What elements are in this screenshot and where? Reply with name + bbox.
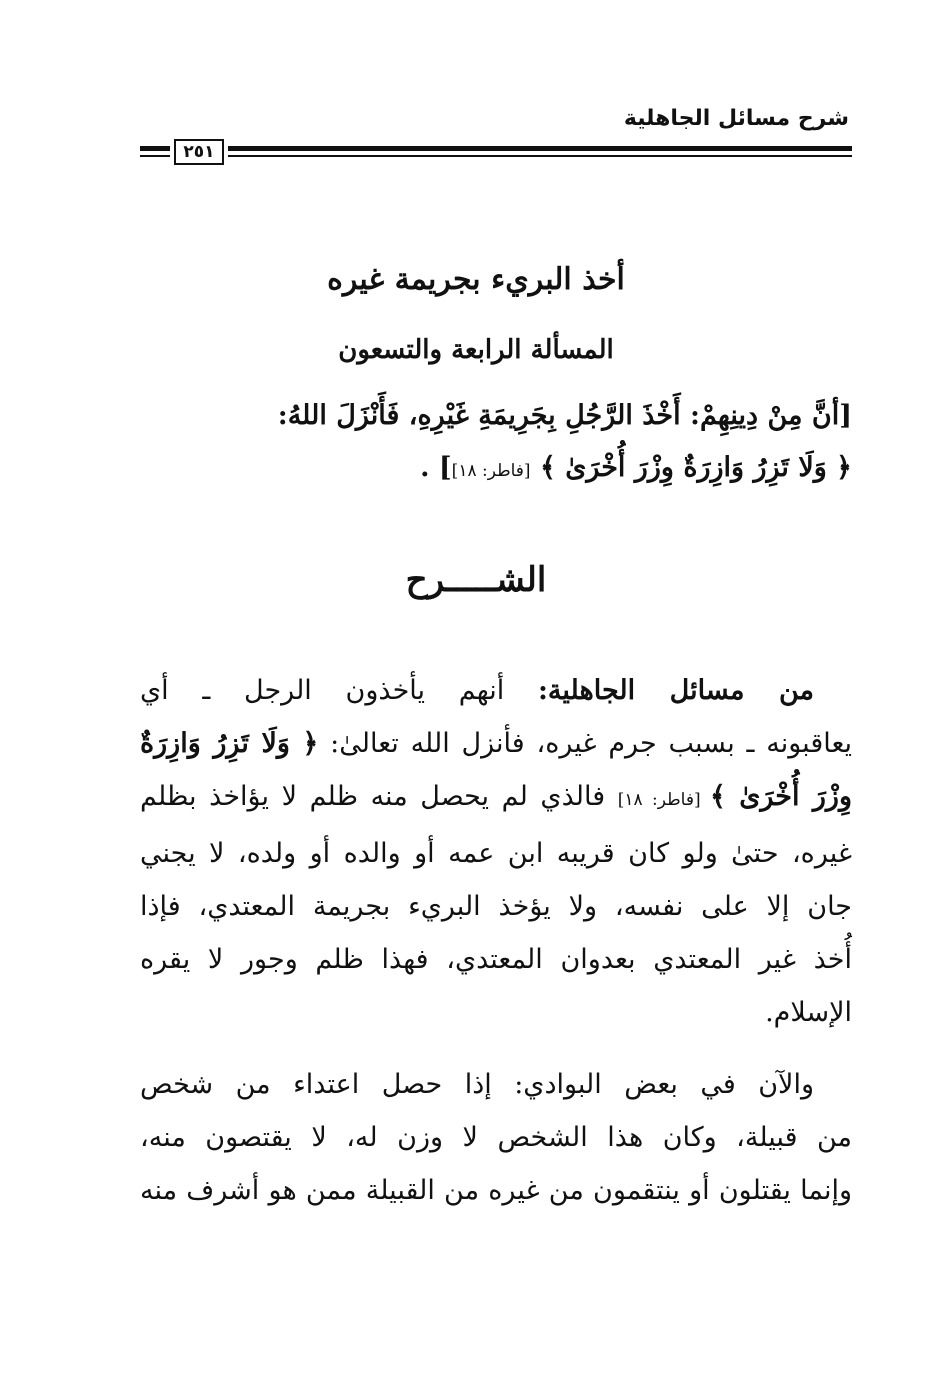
paragraph-1-line-7: الإسلام. xyxy=(765,997,852,1028)
sharh-heading: الشـــــرح xyxy=(405,560,547,600)
paragraph-2-line-1: والآن في بعض البوادي: إذا حصل اعتداء من شخص xyxy=(140,1069,814,1100)
paragraph-1-line-2 xyxy=(140,717,852,770)
paragraph-1-line-1-rest: أنهم يأخذون الرجل ـ أي xyxy=(140,675,538,706)
paragraph-1-line-3 xyxy=(140,770,852,827)
paragraph-1-line-3-rest: فالذي لم يحصل منه ظلم لا يؤاخذ بظلم xyxy=(140,781,618,812)
verse-reference-inline: [فاطر: ١٨] xyxy=(617,790,711,810)
lead-phrase: من مسائل الجاهلية: xyxy=(537,675,815,706)
paragraph-1-line-4: غيره، حتىٰ ولو كان قريبه ابن عمه أو والده أو ولده، لا يجني xyxy=(140,838,852,869)
matn-text xyxy=(140,390,852,497)
matn-line-2 xyxy=(140,442,852,497)
quran-verse-inline-end: وِزْرَ أُخْرَىٰ ﴾ xyxy=(710,781,852,812)
quran-verse-inline: ﴿ وَلَا تَزِرُ وَازِرَةٌ xyxy=(140,728,319,759)
header-rule-thin xyxy=(228,155,852,157)
header-stub-thin xyxy=(140,155,170,157)
verse-reference: [فاطر: ١٨] xyxy=(451,461,531,481)
paragraph-1 xyxy=(140,664,852,1039)
header-stub-thick xyxy=(140,146,170,151)
matn-closing: ] . xyxy=(420,452,452,483)
paragraph-2-line-3: وإنما يقتلون أو ينتقمون من غيره من القبيلة ممن هو أشرف منه xyxy=(140,1175,852,1206)
quran-verse: ﴿ وَلَا تَزِرُ وَازِرَةٌ وِزْرَ أُخْرَىٰ ﴾ xyxy=(539,452,852,483)
section-title: أخذ البريء بجريمة غيره xyxy=(327,262,625,297)
paragraph-1-line-5: جان إلا على نفسه، ولا يؤخذ البريء بجريمة المعتدي، فإذا xyxy=(140,891,852,922)
paragraph-1-line-2-text: يعاقبونه ـ بسبب جرم غيره، فأنزل الله تعالىٰ: xyxy=(318,728,852,759)
paragraph-2-line-2: من قبيلة، وكان هذا الشخص لا وزن له، لا يقتصون منه، xyxy=(140,1122,852,1153)
running-title: شرح مسائل الجاهلية xyxy=(623,106,849,131)
paragraph-1-line-6: أُخذ غير المعتدي بعدوان المعتدي، فهذا ظلم وجور لا يقره xyxy=(140,944,852,975)
header-rule-thick xyxy=(228,146,852,151)
page-number: ٢٥١ xyxy=(174,139,224,165)
matn-line-1: [أنَّ مِنْ دِينِهِمْ: أَخْذَ الرَّجُلِ بِجَرِيمَةِ غَيْرِهِ، فَأَنْزَلَ اللهُ: xyxy=(277,400,852,431)
section-subtitle: المسألة الرابعة والتسعون xyxy=(338,335,614,365)
paragraph-2 xyxy=(140,1058,852,1217)
paragraph-1-line-1 xyxy=(140,664,852,717)
